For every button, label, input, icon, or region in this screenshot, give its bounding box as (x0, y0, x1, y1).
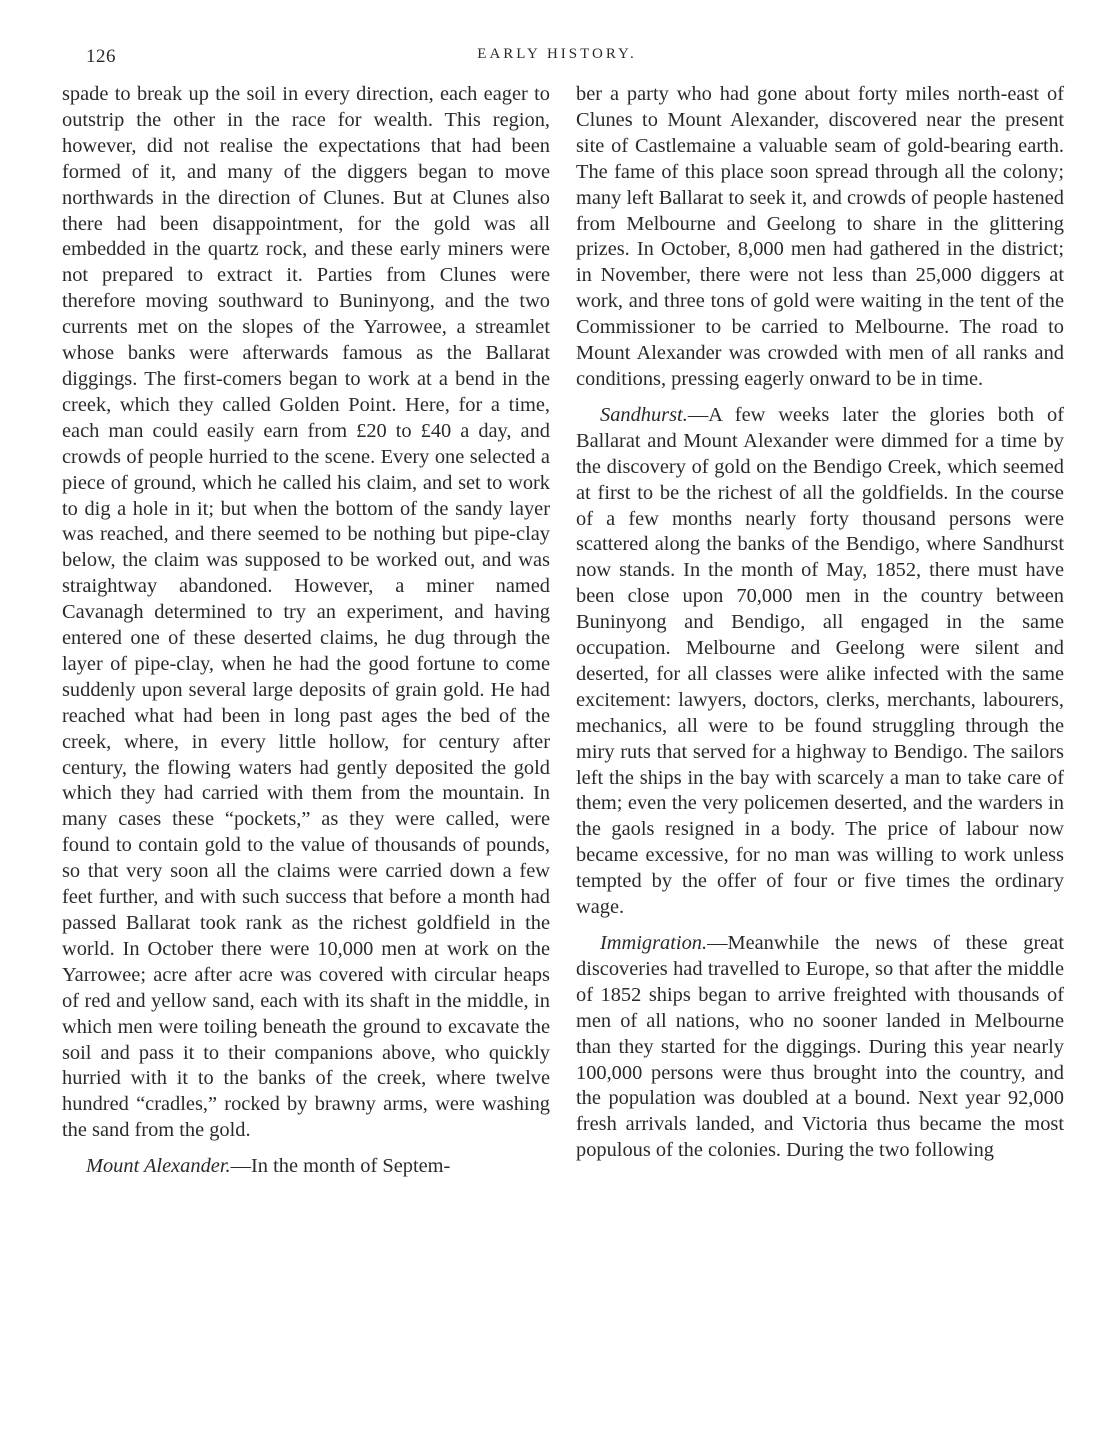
section-heading-sandhurst: Sandhurst. (600, 403, 688, 426)
section-text-mount-alexander: —In the month of Septem- (230, 1155, 451, 1178)
paragraph-goldfields-ballarat: spade to break up the soil in every direction, each eager to outstrip the other in the race for wealth. This region, however, did not realise the expectations that had been formed of it, and many of the diggers began to move northwards in the direction of Clunes. But at Clunes also there had been disappointment, for the gold was all embedded in the quartz rock, and these early miners were not prepared to extract it. Parties from Clunes were therefore moving southward to Buninyong, and the two currents met on the slopes of the Yarrowee, a streamlet whose banks were afterwards famous as the Ballarat diggings. The first-comers began to work at a bend in the creek, which they called Golden Point. Here, for a time, each man could easily earn from £20 to £40 a day, and crowds of people hurried to the scene. Every one selected a piece of ground, which he called his claim, and set to work to dig a hole in it; but when the bottom of the sandy layer was reached, and there seemed to be nothing but pipe-clay below, the claim was supposed to be worked out, and was straightway abandoned. However, a miner named Cavanagh determined to try an experiment, and having entered one of these deserted claims, he dug through the layer of pipe-clay, when he had the good fortune to come suddenly upon several large deposits of grain gold. He had reached what had been in long past ages the bed of the creek, where, in every little hollow, for century after century, the flowing waters had gently deposited the gold which they had carried with them from the mountain. In many cases these “pockets,” as they were called, were found to contain gold to the value of thousands of pounds, so that very soon all the claims were carried down a few feet further, and with such success that before a month had passed Ballarat took rank as the richest goldfield in the world. In October there were 10,000 men at work on the Yarrowee; acre after acre was covered with circular heaps of red and yellow sand, each with its shaft in the middle, in which men were toiling beneath the ground to excavate the soil and pass it to their companions above, who quickly hurried with it to the banks of the creek, where twelve hundred “cradles,” rocked by brawny arms, were washing the sand from the gold. (62, 83, 550, 1142)
left-column (62, 82, 550, 1180)
section-sandhurst (576, 403, 1064, 921)
section-heading-immigration: Immigration. (600, 932, 708, 954)
section-heading-mount-alexander: Mount Alexander. (86, 1155, 231, 1178)
section-immigration (576, 931, 1064, 1164)
section-mount-alexander (62, 1154, 550, 1180)
section-text-immigration: —Meanwhile the news of these great discoveries had travelled to Europe, so that after the middle of 1852 ships began to arrive freighted with thousands of men of all nations, who no sooner landed in Melbourne than they started for the diggings. During this year nearly 100,000 persons were thus brought into the country, and the population was doubled at a bound. Next year 92,000 fresh arrivals landed, and Victoria thus became the most populous of the colonies. During the two following (576, 932, 1064, 1162)
running-title: EARLY HISTORY. (477, 46, 637, 62)
section-text-sandhurst: —A few weeks later the glories both of Ballarat and Mount Alexander were dimmed for a time by the discovery of gold on the Bendigo Creek, which seemed at first to be the richest of all the goldfields. In the course of a few months nearly forty thousand persons were scattered along the banks of the Bendigo, where Sandhurst now stands. In the month of May, 1852, there must have been close upon 70,000 men in the country between Buninyong and Bendigo, all engaged in the same occupation. Melbourne and Geelong were silent and deserted, for all classes were alike infected with the same excitement: lawyers, doctors, clerks, merchants, labourers, mechanics, all were to be found struggling through the miry ruts that served for a highway to Bendigo. The sailors left the ships in the bay with scarcely a man to take care of them; even the very policemen deserted, and the warders in the gaols resigned in a body. The price of labour now became excessive, for no man was willing to work unless tempted by the offer of four or five times the ordinary wage. (576, 403, 1064, 919)
page-number: 126 (86, 46, 116, 67)
paragraph-mount-alexander-continued: ber a party who had gone about forty miles north-east of Clunes to Mount Alexander, discovered near the present site of Castlemaine a valuable seam of gold-bearing earth. The fame of this place soon spread through all the colony; many left Ballarat to seek it, and crowds of people hastened from Melbourne and Geelong to share in the glittering prizes. In October, 8,000 men had gathered in the district; in November, there were not less than 25,000 diggers at work, and three tons of gold were waiting in the tent of the Commissioner to be carried to Melbourne. The road to Mount Alexander was crowded with men of all ranks and conditions, pressing eagerly onward to be in time. (576, 83, 1064, 390)
right-column (576, 82, 1064, 1164)
